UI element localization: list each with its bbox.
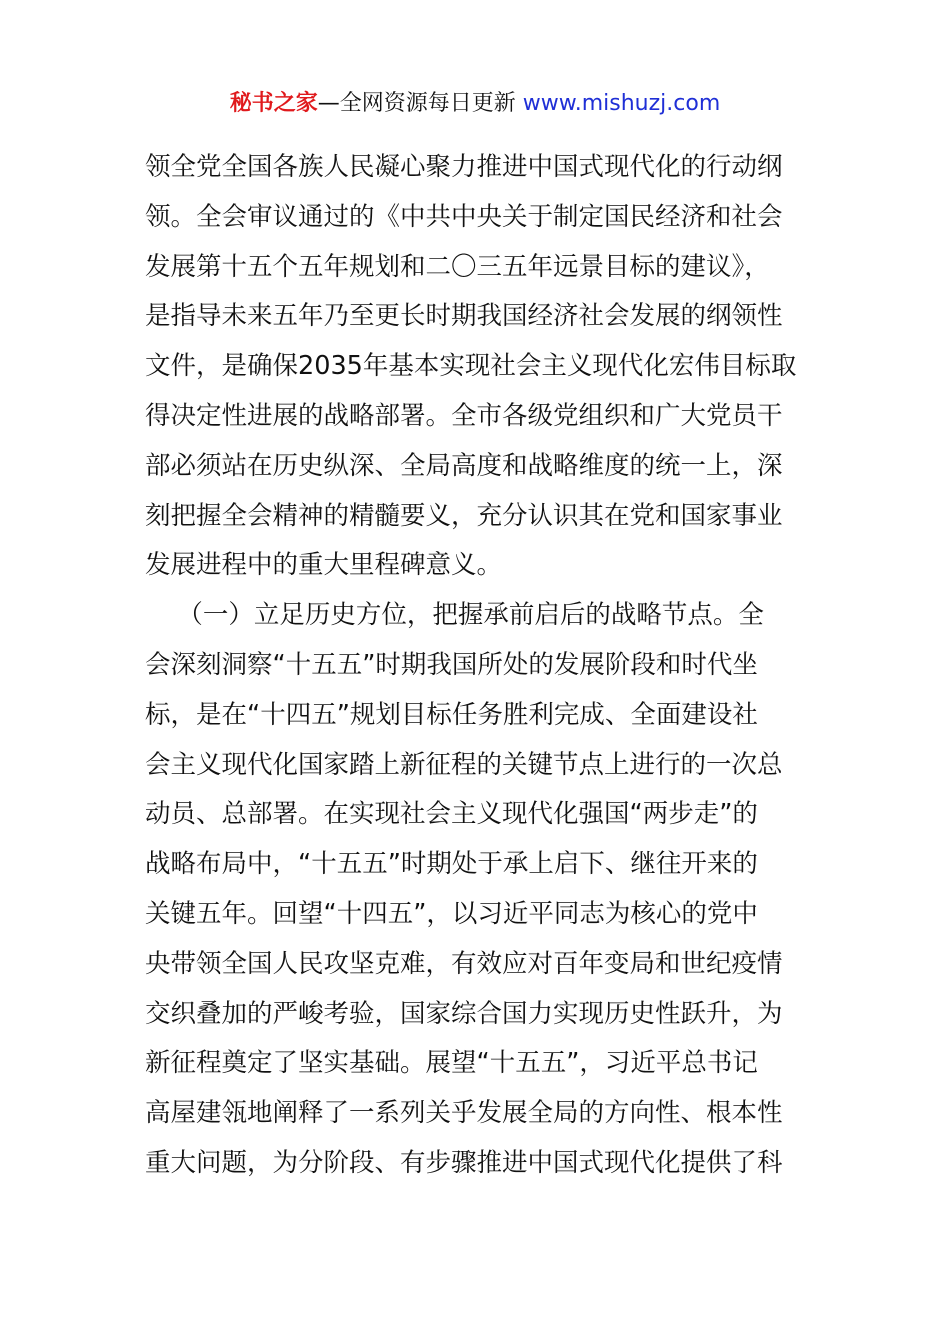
text-line: 标，是在“十四五”规划目标任务胜利完成、全面建设社: [145, 699, 758, 730]
header-tagline: —全网资源每日更新: [317, 91, 523, 116]
text-line: 会主义现代化国家踏上新征程的关键节点上进行的一次总: [145, 749, 783, 780]
text-line: 发展第十五个五年规划和二〇三五年远景目标的建议》，: [145, 251, 770, 282]
text-line: 新征程奠定了坚实基础。展望“十五五”，习近平总书记: [145, 1048, 758, 1079]
text-line: 会深刻洞察“十五五”时期我国所处的发展阶段和时代坐: [145, 649, 758, 680]
text-line: 关键五年。回望“十四五”，以习近平同志为核心的党中: [145, 898, 758, 929]
section-heading-line: （一）立足历史方位，把握承前启后的战略节点。全: [145, 600, 764, 631]
header-brand: 秘书之家: [229, 91, 318, 116]
text-line: 领全党全国各族人民凝心聚力推进中国式现代化的行动纲: [145, 152, 783, 182]
text-line: 领。全会审议通过的《中共中央关于制定国民经济和社会: [145, 201, 783, 232]
header-url-link[interactable]: www.mishuzj.com: [522, 91, 721, 116]
text-line: 发展进程中的重大里程碑意义。: [145, 550, 503, 581]
text-line: 交织叠加的严峻考验，国家综合国力实现历史性跃升，为: [145, 998, 783, 1029]
text-line: 动员、总部署。在实现社会主义现代化强国“两步走”的: [145, 799, 758, 830]
text-line: 部必须站在历史纵深、全局高度和战略维度的统一上，深: [145, 450, 783, 481]
document-body: [145, 143, 810, 1189]
text-line: 高屋建瓴地阐释了一系列关乎发展全局的方向性、根本性: [145, 1098, 783, 1129]
text-line: 刻把握全会精神的精髓要义，充分认识其在党和国家事业: [145, 500, 783, 531]
text-line: 得决定性进展的战略部署。全市各级党组织和广大党员干: [145, 400, 783, 431]
text-line: 是指导未来五年乃至更长时期我国经济社会发展的纲领性: [145, 301, 783, 332]
text-line: 央带领全国人民攻坚克难，有效应对百年变局和世纪疫情: [145, 948, 783, 979]
text-line: 文件，是确保2035年基本实现社会主义现代化宏伟目标取: [145, 351, 797, 382]
page-header: [0, 88, 950, 120]
text-line: 战略布局中，“十五五”时期处于承上启下、继往开来的: [145, 849, 758, 880]
text-line: 重大问题，为分阶段、有步骤推进中国式现代化提供了科: [145, 1147, 783, 1178]
